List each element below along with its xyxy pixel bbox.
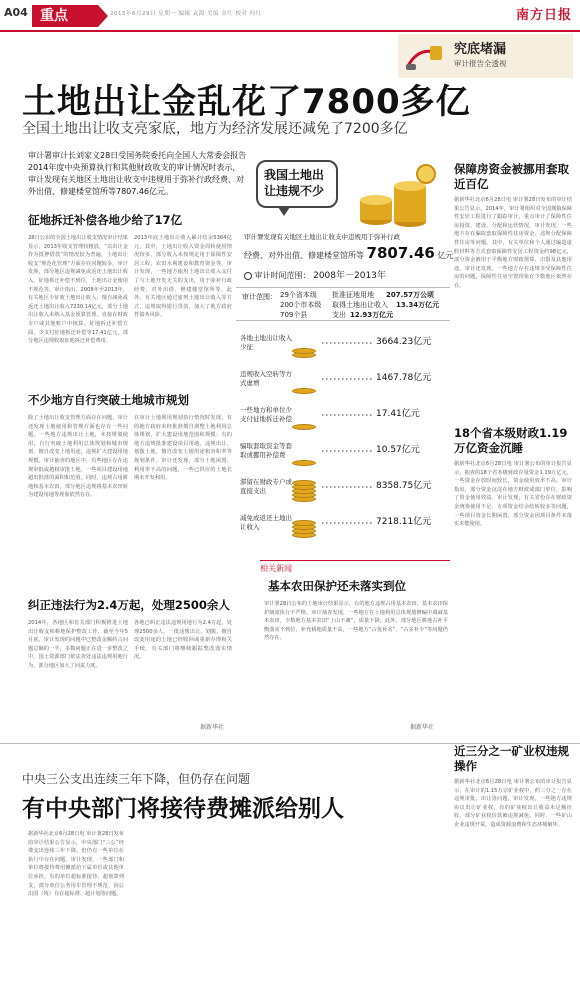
amount-value: 7218.11亿元 — [376, 517, 432, 527]
amount-value: 10.57亿元 — [376, 445, 420, 455]
amount-row — [236, 508, 450, 538]
coin-icon — [292, 388, 316, 394]
article-heading-unused: 不少地方自行突破土地城市规划 — [28, 393, 189, 407]
bottom-text-col1: 据新华社北京6月28日电 审计署28日发布的审计结果公告显示，中央部门“三公”经费支出连续三年下降，但仍有一些单位在执行中存在问题。审计发现，一些部门和单位将接待费用摊派给下属单位或其他单位承担，有的单位超标准接待、超预算列支，部分单位公务用车管理不规范，因公出国（境）存在超标准、超计划等问题。 — [28, 831, 124, 898]
byline-farmland: 据新华社 — [410, 724, 435, 731]
divider — [0, 743, 580, 744]
kicker-subtitle: 审计报告全透视 — [454, 59, 507, 68]
period-label: 审计时间范围： — [254, 271, 311, 280]
summary-amount: 7807.46 — [366, 244, 435, 262]
scope-approved-label: 批准征地用地 — [332, 291, 374, 299]
amount-row-label: 违规收入空转等方式虚增 — [240, 370, 292, 387]
scope-counties: 709个县 — [280, 311, 308, 319]
audit-scope — [236, 287, 450, 321]
amount-row-label: 一些地方和单位少支付征地拆迁补偿 — [240, 406, 292, 423]
subheadline: 全国土地出让收支亮家底，地方为经济发展还减免了7200多亿 — [22, 121, 408, 137]
bottom-text-col4 — [334, 830, 444, 976]
masthead-rule — [0, 30, 580, 32]
speech-bubble: 我国土地出让违规不少 — [256, 160, 338, 208]
article-text-funds: 据新华社北京6月28日电 审计署公布的审计报告显示，抽查的18个省本级财政存量资金1.19万亿元，一些资金存放时间较长，资金使用效率不高。审计指出，部分资金沉淀在地方财政或部门单位，影响了资金使用效益。审计发现，有关省份存在财政资金统筹使用不足、专项资金结余结转较多等问题，一些项目资金长期闲置，部分资金因项目条件未落实未能使用。 — [454, 461, 572, 528]
coin-stack-icon — [356, 162, 442, 232]
leader-line — [322, 414, 372, 416]
paper-logo: 南方日报 — [515, 8, 572, 23]
article-text-housing: 据新华社北京6月28日电 审计署28日发布的审计结果公告显示，2014年，审计署组织对全国城镇保障性安居工程进行了跟踪审计，重点审计了保障性住房投资、建设、分配和运营情况。审计发现，一些地方存在骗取套取保障性住房资金、违规分配保障性住房等问题。其中，有关单位和个人通过编造虚假材料等方式套取保障性安居工程资金约98亿元，部分资金被用于平衡地方财政预算、出借及其他用途。审计还发现，一些地方存在违规享受保障性住房的问题，保障性住房空置现象在少数地区依然存在。 — [454, 197, 572, 289]
article-text-unused-col1: 除了土地出让收支管理方面存在问题，审计还发现土地使用和管理方面也存在一些问题。一些地方违规出让土地，未按规划使用，自行突破土地利用总体规划和城市规划，擅自改变土地用途，违规扩大建设用地规模。审计抽查的地区中，有些地区存在违规审批或越权审批土地，一些项目建设用地超出批准的面积和范围。同时，违规占用耕地和基本农田，部分地区违规将基本农田转为建设用地等现象依然存在。 — [28, 415, 128, 499]
amount-row — [236, 436, 450, 466]
section-tag: 重点 — [32, 5, 98, 27]
summary-line: 审计署发现有关地区土地出让收支中违规用于弥补行政 — [244, 233, 400, 241]
amount-row-label: 滞留在财政专户或直接支出 — [240, 478, 292, 495]
amount-row-label: 各地土地出让收入少征 — [240, 334, 292, 351]
bottom-headline: 有中央部门将接待费摊派给别人 — [22, 796, 344, 822]
amount-row-label: 减免或返还土地出让收入 — [240, 514, 292, 531]
page-number: A04 — [4, 6, 28, 19]
bottom-kicker: 中央三公支出连续三年下降，但仍存在问题 — [22, 772, 251, 786]
coin-icon — [292, 480, 316, 486]
period-value: 2008年－2013年 — [313, 271, 386, 281]
scope-approved-value: 207.57万公顷 — [386, 291, 435, 299]
article-heading-land: 征地拆迁补偿各地少给了17亿 — [28, 213, 183, 227]
article-heading-mining: 近三分之一矿业权违规操作 — [454, 744, 569, 773]
coin-icon — [292, 424, 316, 430]
leader-line — [322, 486, 372, 488]
article-text-land-col1: 28日公布的全国土地出让收支情况审计结果显示，2013年收支管理较粗放，“以出让金作为抵押借款”的情况较为普遍，土地出让收支“规范化管理”方面存在问题较多。审计发现，部分地区违规减免或返还土地出让收入，征地拆迁补偿不到位，土地出让金使用不规范等。审计指出，2008年至2013年，有关地区少征收土地出让收入，擅自减免或返还土地出让收入7230.14亿元，部分土地出让收入未纳入基金预算管理，直接在财政专户或其他账户中核算。征地拆迁补偿方面，少支付征地拆迁补偿等17.41亿元，部分地区违规收取征地拆迁补偿费用。 — [28, 235, 128, 345]
scope-spend-label: 支出 — [332, 311, 346, 319]
leader-line — [322, 378, 372, 380]
amount-row — [236, 364, 450, 394]
amount-row — [236, 328, 450, 358]
article-text-unused-col2: 在审计土地利用规划执行情况时发现，有的地方政府未经批准擅自调整土地利用总体规划，扩大建设用地范围和规模；有的地方违规批准建设项目用地，违规出让、划拨土地，擅自改变土地用途和容积率等规划条件。审计还发现，部分土地闲置、利用率不高的问题，一些已供应的土地长期未开发利用。 — [134, 415, 232, 482]
byline: 据新华社 — [200, 724, 225, 731]
article-heading-farmland: 基本农田保护还未落实到位 — [268, 579, 406, 593]
infographic — [236, 150, 454, 550]
summary-amount-line — [244, 244, 453, 262]
article-text-farmland: 审计署28日公布的土地审计结果显示，有的地方违规占用基本农田，基本农田保护制度执行不严格。审计抽查发现，一些地方在土地利用总体规划修编中调减基本农田，少数地方基本农田“上山下滩”，质量下降。此外，部分地区耕地占补平衡落实不到位，补充耕地质量不高，一些地方“占优补劣”、“占多补少”等问题仍然存在。 — [264, 601, 448, 642]
article-heading-housing: 保障房资金被挪用套取近百亿 — [454, 162, 569, 191]
coin-icon — [292, 348, 316, 354]
headline: 土地出让金乱花了7800多亿 — [22, 82, 471, 122]
article-text-lawsuit-col2: 各地已纠正违法违规用地行为2.4万起，处理2500余人，一批违规出让、划拨、擅自改变用途的土地已经收回或重新办理相关手续，有关部门将继续跟踪整改落实情况。 — [134, 620, 232, 661]
lead-paragraph: 审计署审计长刘家义28日受国务院委托向全国人大常委会报告2014年度中央预算执行和其他财政收支的审计情况时表示，审计发现有关地区土地出让收支中违规用于弥补行政经费、对外出借、修建楼堂馆所等7807.46亿元。 — [28, 151, 247, 196]
scope-label: 审计范围： — [242, 293, 277, 301]
summary-unit: 亿元 — [437, 251, 454, 260]
scope-income-label: 取得土地出让收入 — [332, 301, 388, 309]
amount-value: 8358.75亿元 — [376, 481, 432, 491]
leader-line — [322, 522, 372, 524]
article-text-land-col2: 2013年底土地出让收入累计结余5364亿元，其中，土地出让收入资金周转使用情况较多，部分收入未按规定用于保障性安居工程、农田水利建设和教育资金等。审计发现，一些地方使用土地出让收入支付了与土地开发无关的支出，用于弥补行政经费、对外出借、修建楼堂馆所等。此外，有关地区通过虚列土地出让收入等方式，违规取得银行贷款，加大了地方政府性债务风险。 — [134, 235, 232, 319]
amount-row — [236, 472, 450, 502]
amount-value: 1467.78亿元 — [376, 373, 432, 383]
scope-provinces: 29个省本级 — [280, 291, 317, 299]
coin-icon — [292, 520, 316, 526]
column-kicker — [398, 34, 573, 78]
bottom-text-col2 — [130, 830, 226, 976]
article-text-lawsuit-col1: 2014年，各地区和有关部门积极推进土地出让收支和耕地保护整改工作，截至今年5月底，审计发现的问题中已整改金额约占问题总额的一半，多数问题正在进一步整改之中。国土资源部门依法查处违法违规用地行为，部分地区加大了问责力度。 — [28, 620, 128, 669]
scope-spend-value: 12.93万亿元 — [350, 311, 394, 319]
amount-row-label: 骗取套取资金等套取或挪用补偿费 — [240, 442, 292, 459]
dateline: 2015年6月29日 星期一 编辑 袁海 美编 金红 校对 何红 — [110, 11, 262, 17]
amount-row — [236, 400, 450, 430]
clock-icon — [244, 272, 252, 280]
kicker-title: 究底堵漏 — [454, 42, 507, 57]
leader-line — [322, 450, 372, 452]
article-heading-lawsuit: 纠正违法行为2.4万起，处理2500余人 — [28, 598, 230, 612]
scope-income-value: 13.34万亿元 — [396, 301, 440, 309]
summary-prefix: 经费、对外出借、修建楼堂馆所等 — [244, 251, 364, 260]
masthead — [0, 0, 580, 30]
audit-period — [244, 268, 386, 281]
article-text-mining: 据新华社北京6月28日电 审计署公布的审计报告显示，在审计的1.15万宗矿业权中，约三分之一存在违规审批、出让等问题。审计发现，一些地方违规协议出让矿业权，有的矿业权出让收益未足额征收，部分矿业权价款被违规减免。同时，一些矿山企业违规开采，造成资源浪费和生态环境破坏。 — [454, 779, 572, 828]
amount-value: 3664.23亿元 — [376, 337, 432, 347]
coin-icon — [292, 460, 316, 466]
amount-value: 17.41亿元 — [376, 409, 420, 419]
scope-cities: 200个市本级 — [280, 301, 322, 309]
plug-icon — [404, 40, 444, 72]
leader-line — [322, 342, 372, 344]
bottom-text-col3 — [232, 830, 328, 976]
related-news-label: 相关新闻 — [260, 560, 450, 574]
article-heading-funds: 18个省本级财政1.19万亿资金沉睡 — [454, 426, 568, 455]
